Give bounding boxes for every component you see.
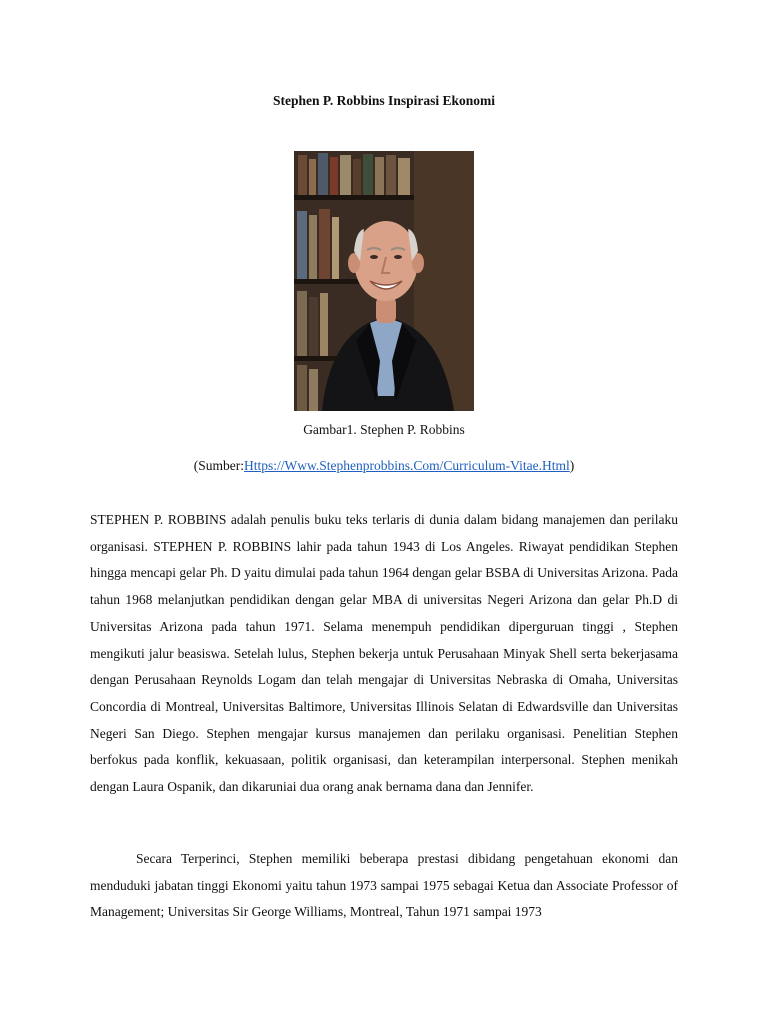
paragraph-1: STEPHEN P. ROBBINS adalah penulis buku teks terlaris di dunia dalam bidang manajemen dan perilaku organisasi. STEPHEN P. ROBBINS lahir pada tahun 1943 di Los Angeles. Riwayat pendidikan Stephen hingga mencapi gelar Ph. D yaitu dimulai pada tahun 1964 dengan gelar BSBA di Universitas Arizona. Pada tahun 1968 melanjutkan pendidikan dengan gelar MBA di universitas Negeri Arizona dan gelar Ph.D di Universitas Arizona pada tahun 1971. Selama menempuh pendidikan diperguruan tinggi , Stephen mengikuti jalur beasiswa. Setelah lulus, Stephen bekerja untuk Perusahaan Minyak Shell serta bekerjasama dengan Perusahaan Reynolds Logam dan telah mengajar di Universitas Nebraska di Omaha, Universitas Concordia di Montreal, Universitas Baltimore, Universitas Illinois Selatan di Edwardsville dan Universitas Negeri San Diego. Stephen mengajar kursus manajemen dan perilaku organisasi. Penelitian Stephen berfokus pada konflik, kekuasaan, politik organisasi, dan keterampilan interpersonal. Stephen menikah dengan Laura Ospanik, dan dikaruniai dua orang anak bernama dana dan Jennifer. — [90, 512, 678, 795]
document-title: Stephen P. Robbins Inspirasi Ekonomi — [273, 93, 495, 108]
portrait-photo — [294, 151, 474, 411]
figure-caption: Gambar1. Stephen P. Robbins — [303, 422, 465, 437]
source-prefix: (Sumber: — [193, 458, 245, 473]
source-suffix: ) — [569, 458, 575, 473]
paragraph-2: Secara Terperinci, Stephen memiliki beberapa prestasi dibidang pengetahuan ekonomi dan menduduki jabatan tinggi Ekonomi yaitu tahun 1973 sampai 1975 sebagai Ketua dan Associate Professor of Management; Universitas Sir George Williams, Montreal, Tahun 1971 sampai 1973 — [90, 851, 678, 920]
source-link[interactable]: Https://Www.Stephenprobbins.Com/Curriculum-Vitae.Html — [244, 458, 570, 473]
figure-source — [0, 458, 768, 474]
